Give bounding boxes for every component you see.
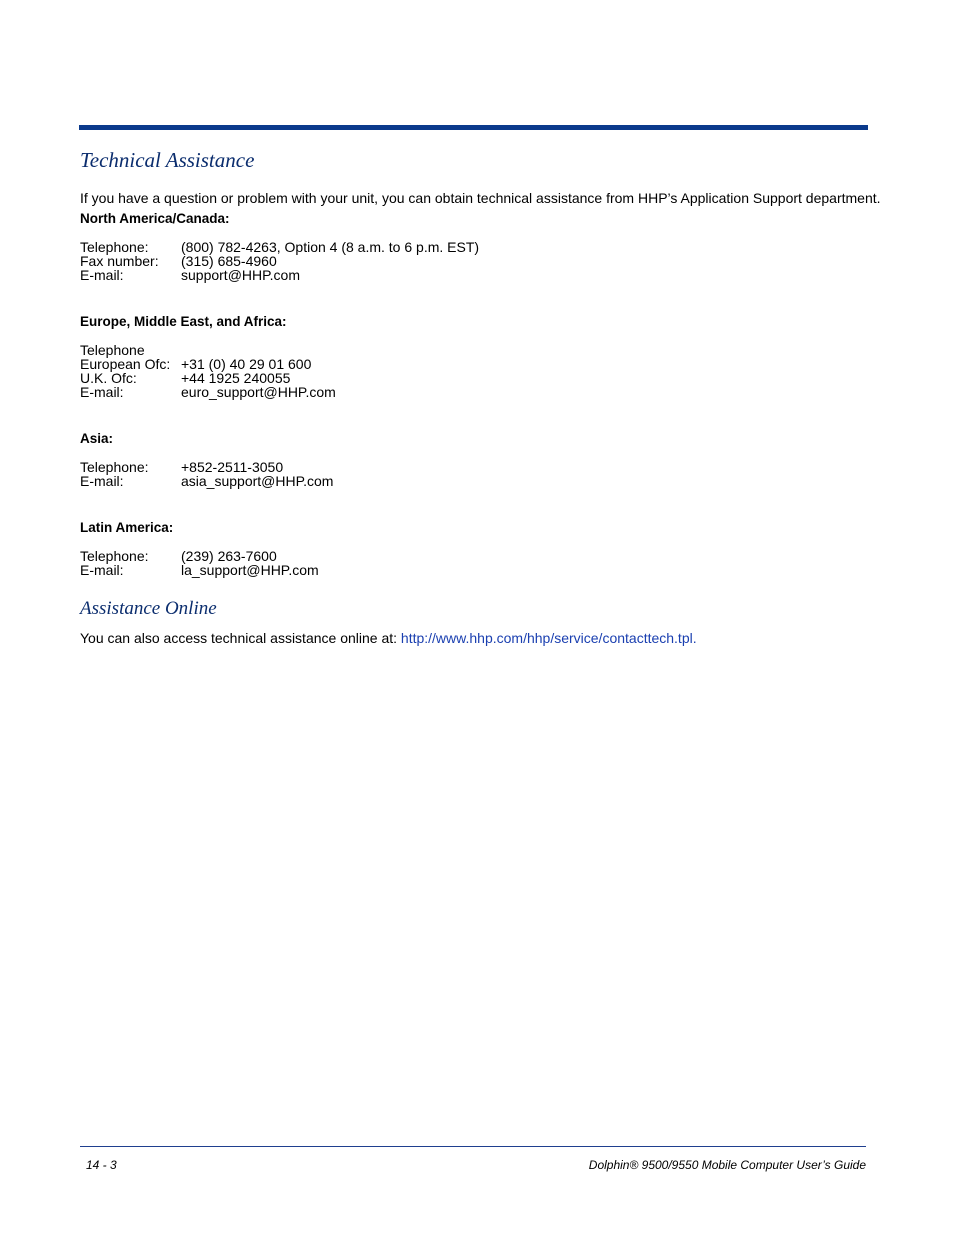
contact-label: Fax number: [80,253,159,269]
contact-row [80,460,333,474]
contact-row [80,385,336,399]
contact-row [80,240,479,254]
contact-label: Telephone: [80,239,149,255]
contact-value: euro_support@HHP.com [181,384,336,400]
contact-label: E-mail: [80,562,124,578]
contact-value: (315) 685-4960 [181,253,277,269]
contact-value: +31 (0) 40 29 01 600 [181,356,312,372]
contact-label: E-mail: [80,267,124,283]
contact-label: E-mail: [80,473,124,489]
contact-value: (239) 263-7600 [181,548,277,564]
contact-value: la_support@HHP.com [181,562,319,578]
top-rule [79,125,868,130]
contact-value: support@HHP.com [181,267,300,283]
contact-row [80,254,479,268]
contact-block-emea [80,343,336,399]
intro-paragraph: If you have a question or problem with your unit, you can obtain technical assistance from HHP’s Application Support department. [80,190,881,206]
region-heading-latin-america: Latin America: [80,520,174,535]
online-paragraph [80,630,697,646]
contact-block-north-america [80,240,479,282]
contact-value: +44 1925 240055 [181,370,291,386]
contact-label: U.K. Ofc: [80,370,137,386]
section-title-assistance-online: Assistance Online [80,598,217,619]
contact-value: +852-2511-3050 [181,459,284,475]
contact-row [80,268,479,282]
contact-row [80,371,336,385]
contact-label: Telephone: [80,459,149,475]
region-heading-asia: Asia: [80,431,114,446]
region-heading-north-america: North America/Canada: [80,211,230,226]
contact-row [80,549,319,563]
support-link[interactable]: http://www.hhp.com/hhp/service/contacttech.tpl [400,630,693,646]
contact-row [80,474,333,488]
footer-rule [80,1146,866,1147]
section-title-technical-assistance: Technical Assistance [80,148,255,172]
contact-block-latin-america [80,549,319,577]
link-suffix: . [692,630,697,646]
region-heading-emea: Europe, Middle East, and Africa: [80,314,287,329]
contact-label: Telephone [80,342,145,358]
online-text: You can also access technical assistance online at: [80,630,401,646]
contact-label: E-mail: [80,384,124,400]
footer-guide-title: Dolphin® 9500/9550 Mobile Computer User’s Guide [588,1158,866,1172]
contact-value: (800) 782-4263, Option 4 (8 a.m. to 6 p.m. EST) [181,239,480,255]
contact-block-asia [80,460,333,488]
contact-value: asia_support@HHP.com [181,473,334,489]
footer-page-number: 14 - 3 [86,1158,117,1172]
contact-row [80,563,319,577]
contact-label: European Ofc: [80,356,171,372]
contact-row [80,343,336,357]
contact-row [80,357,336,371]
contact-label: Telephone: [80,548,149,564]
